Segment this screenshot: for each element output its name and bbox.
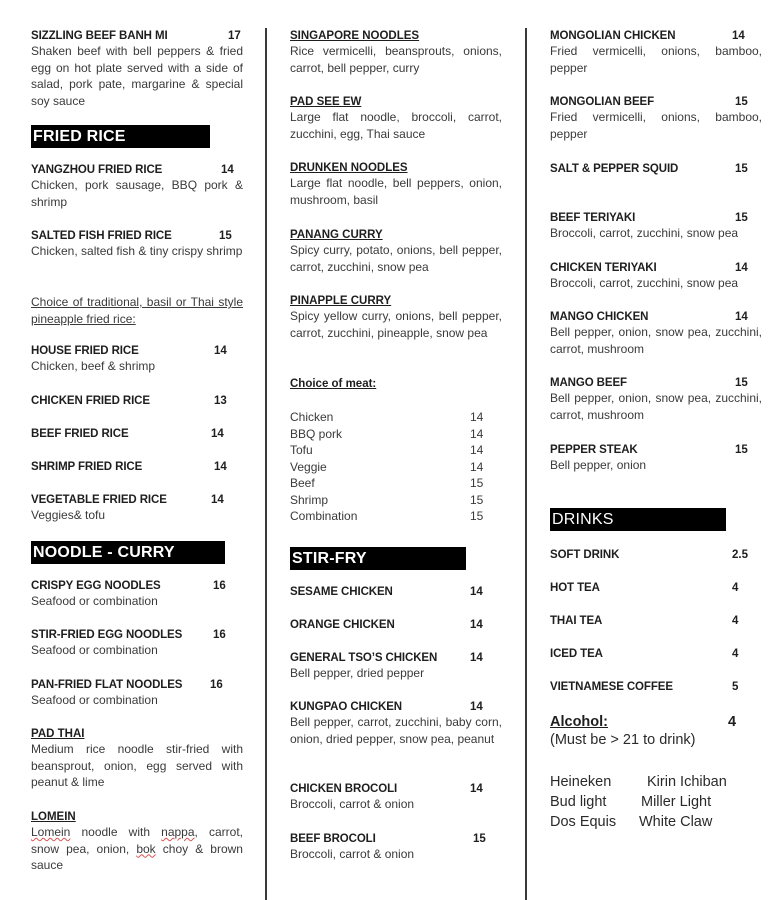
menu-item-pad-thai	[31, 728, 243, 791]
meat-row	[290, 442, 502, 459]
item-price: 14	[470, 619, 483, 631]
meat-price: 14	[470, 410, 484, 424]
column-divider-2	[525, 28, 527, 900]
meat-price: 14	[470, 443, 484, 457]
section-header-stir-fry: STIR-FRY	[290, 547, 466, 570]
meat-row	[290, 409, 502, 426]
item-description: Bell pepper, onion, snow pea, zucchini, carrot, mushroom	[550, 325, 762, 356]
meat-row	[290, 475, 502, 492]
item-name: HOUSE FRIED RICE	[31, 345, 139, 357]
beer-row	[550, 772, 762, 792]
item-name: SALT & PEPPER SQUID	[550, 163, 679, 175]
alcohol-title: Alcohol:	[550, 714, 608, 730]
item-price: 15	[219, 230, 232, 242]
meat-row	[290, 508, 502, 525]
menu-item-pan-fried-flat-noodles	[31, 679, 243, 709]
desc-text: , carrot, snow pea, onion,	[31, 825, 243, 856]
drink-item	[550, 648, 762, 660]
menu-item-general-tsos-chicken	[290, 652, 502, 682]
item-name: PAN-FRIED FLAT NOODLES	[31, 679, 183, 691]
column-divider-1	[265, 28, 267, 900]
menu-item-panang-curry	[290, 229, 502, 275]
menu-item-banh-mi	[31, 30, 243, 109]
spellcheck-word: nappa	[161, 825, 195, 839]
item-name: PAD SEE EW	[290, 96, 362, 108]
beer-row	[550, 792, 762, 812]
drink-item	[550, 582, 762, 594]
item-price: 15	[735, 163, 748, 175]
item-price: 14	[214, 461, 227, 473]
menu-item-crispy-egg-noodles	[31, 580, 243, 610]
item-name: VEGETABLE FRIED RICE	[31, 494, 167, 506]
menu-item-mongolian-beef	[550, 96, 762, 142]
menu-item-singapore-noodles	[290, 30, 502, 76]
item-name: ICED TEA	[550, 648, 603, 660]
item-price: 14	[735, 311, 748, 323]
meat-name: Shrimp	[290, 492, 329, 507]
menu-item-beef-teriyaki	[550, 212, 762, 242]
alcohol-age-note: (Must be > 21 to drink)	[550, 732, 696, 748]
item-name: HOT TEA	[550, 582, 600, 594]
meat-price: 14	[470, 459, 484, 474]
item-description	[31, 824, 243, 874]
menu-item-salted-fish	[31, 230, 243, 260]
alcohol-section	[550, 714, 762, 750]
item-price: 14	[470, 586, 483, 598]
menu-item-beef-brocoli	[290, 833, 502, 863]
spellcheck-word: Lomein	[31, 825, 71, 839]
item-name: PEPPER STEAK	[550, 444, 638, 456]
desc-text: choy & brown sauce	[31, 841, 243, 872]
item-name: KUNGPAO CHICKEN	[290, 701, 403, 713]
meat-row	[290, 426, 502, 443]
item-price: 15	[735, 444, 748, 456]
item-description: Broccoli, carrot, zucchini, snow pea	[550, 276, 739, 290]
item-price: 5	[732, 681, 739, 693]
beer-list	[550, 772, 762, 832]
item-description: Large flat noodle, bell peppers, onion, mushroom, basil	[290, 176, 502, 207]
item-description: Fried vermicelli, onions, bamboo, pepper	[550, 44, 762, 75]
item-name: SIZZLING BEEF BANH MI	[31, 30, 168, 42]
beer-name: Bud light	[550, 794, 607, 810]
menu-item-stir-fried-egg-noodles	[31, 629, 243, 659]
item-name: CRISPY EGG NOODLES	[31, 580, 161, 592]
menu-item-yangzhou	[31, 164, 243, 210]
item-name: PAD THAI	[31, 728, 85, 740]
item-price: 2.5	[732, 549, 748, 561]
item-name: SOFT DRINK	[550, 549, 620, 561]
meat-row	[290, 459, 502, 476]
item-description: Broccoli, carrot & onion	[290, 797, 415, 811]
menu-item-orange-chicken	[290, 619, 502, 631]
item-price: 16	[210, 679, 223, 691]
menu-item-mango-beef	[550, 377, 762, 423]
item-price: 14	[214, 345, 227, 357]
item-name: THAI TEA	[550, 615, 603, 627]
menu-item-shrimp-fried-rice	[31, 461, 243, 473]
item-description: Chicken, beef & shrimp	[31, 359, 156, 373]
item-price: 14	[211, 428, 224, 440]
menu-item-drunken-noodles	[290, 162, 502, 208]
item-description: Large flat noodle, broccoli, carrot, zucchini, egg, Thai sauce	[290, 110, 502, 141]
meat-name: Beef	[290, 476, 315, 490]
beer-name: Heineken	[550, 774, 612, 790]
item-name: SINGAPORE NOODLES	[290, 30, 420, 42]
desc-text: noodle with	[70, 825, 162, 839]
item-name: LOMEIN	[31, 811, 76, 823]
spellcheck-word: bok	[136, 841, 156, 856]
menu-item-pineapple-curry	[290, 295, 502, 341]
item-price: 17	[228, 30, 241, 42]
meat-name: Tofu	[290, 443, 313, 457]
meat-name: BBQ pork	[290, 426, 343, 441]
item-description: Spicy yellow curry, onions, bell pepper, carrot, zucchini, pineapple, snow pea	[290, 309, 502, 340]
item-price: 4	[732, 648, 739, 660]
item-description: Medium rice noodle stir-fried with beansprout, onion, egg served with peanut & lime	[31, 742, 243, 789]
item-price: 14	[735, 262, 748, 274]
item-description: Shaken beef with bell peppers & fried egg on hot plate served with a side of salad, pork pate, margarine & special soy sauce	[31, 44, 243, 108]
item-name: DRUNKEN NOODLES	[290, 162, 408, 174]
menu-item-chicken-fried-rice	[31, 395, 243, 407]
item-name: SALTED FISH FRIED RICE	[31, 230, 172, 242]
item-price: 16	[213, 629, 226, 641]
item-name: BEEF TERIYAKI	[550, 212, 636, 224]
item-name: BEEF BROCOLI	[290, 833, 376, 845]
menu-item-mango-chicken	[550, 311, 762, 357]
item-name: STIR-FRIED EGG NOODLES	[31, 629, 183, 641]
item-description: Bell pepper, dried pepper	[290, 666, 425, 680]
choice-of-meat-title: Choice of meat:	[290, 378, 377, 390]
item-price: 15	[473, 833, 486, 845]
menu-item-house-fried-rice	[31, 345, 243, 375]
item-price: 15	[735, 377, 748, 389]
item-description: Spicy curry, potato, onions, bell pepper, carrot, zucchini, snow pea	[290, 243, 502, 274]
item-price: 14	[221, 164, 234, 176]
item-name: MANGO BEEF	[550, 377, 627, 389]
drink-item	[550, 615, 762, 627]
beer-name: White Claw	[639, 814, 713, 830]
section-header-noodle-curry: NOODLE - CURRY	[31, 541, 225, 564]
meat-price-table	[290, 409, 502, 525]
item-price: 14	[470, 783, 483, 795]
menu-item-sesame-chicken	[290, 586, 502, 598]
menu-item-vegetable-fried-rice	[31, 494, 243, 524]
item-name: CHICKEN FRIED RICE	[31, 395, 150, 407]
item-description: Chicken, pork sausage, BBQ pork & shrimp	[31, 178, 243, 209]
item-price: 4	[732, 582, 739, 594]
item-name: GENERAL TSO’S CHICKEN	[290, 652, 438, 664]
beer-name: Kirin Ichiban	[647, 774, 727, 790]
item-description: Bell pepper, onion	[550, 458, 647, 472]
menu-item-pad-see-ew	[290, 96, 502, 142]
item-name: CHICKEN TERIYAKI	[550, 262, 657, 274]
item-name: MANGO CHICKEN	[550, 311, 649, 323]
menu-item-beef-fried-rice	[31, 428, 243, 440]
meat-name: Combination	[290, 509, 358, 523]
item-name: VIETNAMESE COFFEE	[550, 681, 673, 693]
item-name: SHRIMP FRIED RICE	[31, 461, 143, 473]
menu-item-mongolian-chicken	[550, 30, 762, 76]
meat-price: 14	[470, 426, 484, 441]
section-header-fried-rice: FRIED RICE	[31, 125, 210, 148]
meat-name: Chicken	[290, 410, 334, 424]
drink-item	[550, 681, 762, 693]
item-price: 16	[213, 580, 226, 592]
item-name: PINAPPLE CURRY	[290, 295, 392, 307]
item-description: Veggies& tofu	[31, 508, 106, 522]
item-name: BEEF FRIED RICE	[31, 428, 129, 440]
item-description: Broccoli, carrot & onion	[290, 847, 415, 861]
item-description: Bell pepper, carrot, zucchini, baby corn, onion, dried pepper, snow pea, peanut	[290, 715, 502, 746]
meat-price: 15	[470, 509, 484, 523]
item-price: 15	[735, 96, 748, 108]
item-name: MONGOLIAN CHICKEN	[550, 30, 676, 42]
item-price: 13	[214, 395, 227, 407]
meat-price: 15	[470, 492, 484, 507]
item-name: CHICKEN BROCOLI	[290, 783, 398, 795]
beer-name: Miller Light	[641, 794, 712, 810]
menu-item-chicken-brocoli	[290, 783, 502, 813]
item-name: ORANGE CHICKEN	[290, 619, 395, 631]
beer-name: Dos Equis	[550, 814, 617, 830]
item-name: MONGOLIAN BEEF	[550, 96, 655, 108]
item-description: Seafood or combination	[31, 693, 158, 707]
item-name: SESAME CHICKEN	[290, 586, 393, 598]
menu-item-kungpao-chicken	[290, 701, 502, 747]
meat-name: Veggie	[290, 459, 327, 474]
fried-rice-style-note: Choice of traditional, basil or Thai style pineapple fried rice:	[31, 295, 243, 326]
item-description: Fried vermicelli, onions, bamboo, pepper	[550, 110, 762, 141]
item-description: Rice vermicelli, beansprouts, onions, carrot, bell pepper, curry	[290, 44, 502, 75]
meat-row	[290, 492, 502, 509]
item-price: 14	[211, 494, 224, 506]
alcohol-price: 4	[728, 714, 737, 730]
item-price: 14	[470, 652, 483, 664]
item-name: YANGZHOU FRIED RICE	[31, 164, 163, 176]
item-description: Bell pepper, onion, snow pea, zucchini, carrot, mushroom	[550, 391, 762, 422]
meat-price: 15	[470, 476, 484, 490]
drink-item	[550, 549, 762, 561]
item-description: Seafood or combination	[31, 594, 158, 608]
item-price: 14	[732, 30, 745, 42]
item-price: 4	[732, 615, 739, 627]
menu-item-pepper-steak	[550, 444, 762, 474]
item-price: 15	[735, 212, 748, 224]
section-header-drinks: DRINKS	[550, 508, 726, 531]
menu-item-lomein	[31, 811, 243, 874]
item-description: Chicken, salted fish & tiny crispy shrimp	[31, 244, 243, 258]
menu-item-chicken-teriyaki	[550, 262, 762, 292]
item-price: 14	[470, 701, 483, 713]
item-name: PANANG CURRY	[290, 229, 383, 241]
item-description: Broccoli, carrot, zucchini, snow pea	[550, 226, 739, 240]
menu-item-salt-pepper-squid	[550, 163, 762, 175]
item-description: Seafood or combination	[31, 643, 158, 657]
beer-row	[550, 812, 762, 832]
